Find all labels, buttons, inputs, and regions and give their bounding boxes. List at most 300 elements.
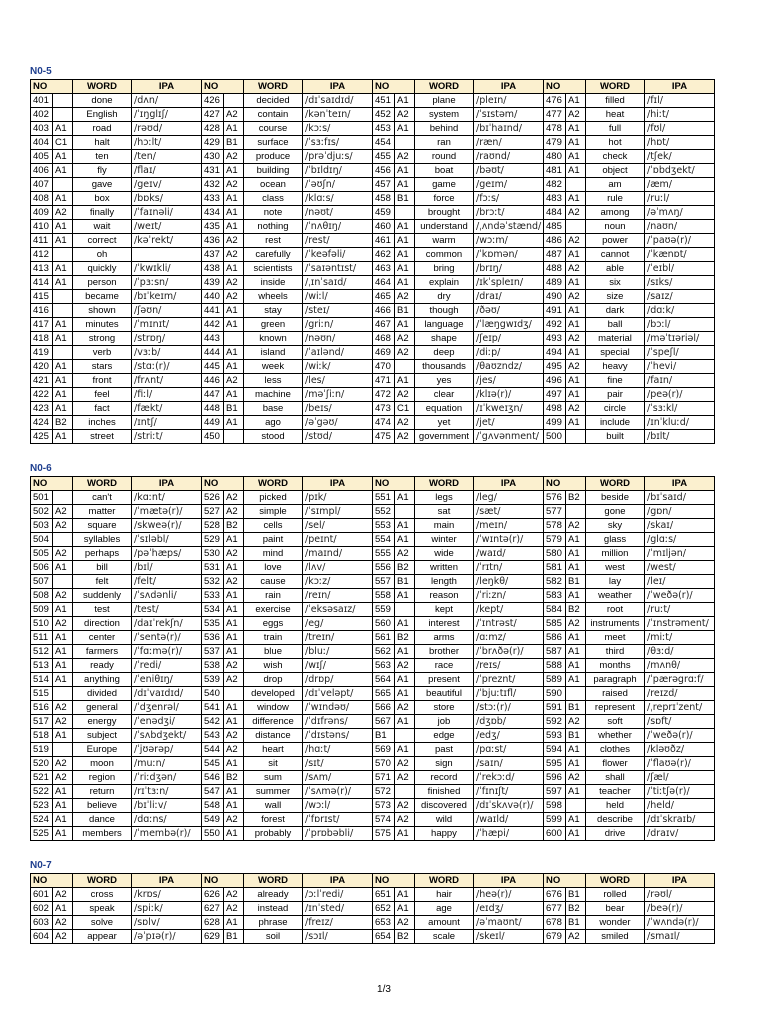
entry-number: 421 [31, 374, 53, 388]
header-word: WORD [244, 477, 303, 491]
entry-number: 522 [31, 785, 53, 799]
entry-number: 561 [373, 631, 395, 645]
table-row [31, 262, 715, 276]
entry-level: A1 [224, 192, 244, 206]
entry-ipa: /pɪk/ [303, 491, 373, 505]
entry-number: 494 [544, 346, 566, 360]
entry-ipa: /steɪ/ [303, 304, 373, 318]
entry-level: A1 [224, 206, 244, 220]
entry-number: 504 [31, 533, 53, 547]
entry-word: wish [244, 659, 303, 673]
entry-number: 510 [31, 617, 53, 631]
entry-level [53, 178, 73, 192]
entry-number: 588 [544, 659, 566, 673]
section-title: N0-7 [30, 860, 52, 871]
entry-word: full [586, 122, 645, 136]
entry-level: A2 [395, 290, 415, 304]
entry-number: 601 [31, 888, 53, 902]
entry-level: A2 [53, 547, 73, 561]
entry-ipa: /fiːl/ [132, 388, 202, 402]
entry-number: 593 [544, 729, 566, 743]
entry-level: A2 [53, 771, 73, 785]
table-row [31, 304, 715, 318]
entry-ipa: /nəʊn/ [303, 332, 373, 346]
entry-word: rolled [586, 888, 645, 902]
entry-word: clear [415, 388, 474, 402]
entry-word: wall [244, 799, 303, 813]
entry-number: 450 [202, 430, 224, 444]
entry-level: A2 [224, 108, 244, 122]
entry-number: 420 [31, 360, 53, 374]
entry-ipa: /kəˈrekt/ [132, 234, 202, 248]
entry-word: train [244, 631, 303, 645]
entry-ipa: /kləʊðz/ [645, 743, 715, 757]
entry-number: 447 [202, 388, 224, 402]
entry-ipa: /beə(r)/ [645, 902, 715, 916]
entry-word: correct [73, 234, 132, 248]
entry-word: million [586, 547, 645, 561]
entry-level [53, 304, 73, 318]
table-row [31, 771, 715, 785]
entry-word: stood [244, 430, 303, 444]
entry-ipa: /ˈɪnstrəment/ [645, 617, 715, 631]
entry-ipa: /felt/ [132, 575, 202, 589]
entry-ipa: /prəˈdjuːs/ [303, 150, 373, 164]
entry-ipa: /bɪˈliːv/ [132, 799, 202, 813]
entry-ipa: /ruːl/ [645, 192, 715, 206]
entry-word: explain [415, 276, 474, 290]
table-row [31, 813, 715, 827]
entry-word: produce [244, 150, 303, 164]
entry-number: 523 [31, 799, 53, 813]
entry-ipa: /ˈfaɪnəli/ [132, 206, 202, 220]
entry-level: A1 [53, 234, 73, 248]
entry-ipa: /tʃek/ [645, 150, 715, 164]
entry-number: 477 [544, 108, 566, 122]
table-row [31, 192, 715, 206]
entry-level: A2 [224, 813, 244, 827]
entry-level: A1 [395, 248, 415, 262]
header-no: NO [544, 477, 586, 491]
entry-number: 547 [202, 785, 224, 799]
entry-number: 480 [544, 150, 566, 164]
entry-word: interest [415, 617, 474, 631]
entry-word: main [415, 519, 474, 533]
entry-word: done [73, 94, 132, 108]
entry-number: 433 [202, 192, 224, 206]
entry-ipa: /jes/ [474, 374, 544, 388]
entry-level: A1 [566, 757, 586, 771]
entry-number: 456 [373, 164, 395, 178]
entry-ipa: /æm/ [645, 178, 715, 192]
entry-word: among [586, 206, 645, 220]
entry-ipa: /fɪl/ [645, 94, 715, 108]
entry-number: 512 [31, 645, 53, 659]
entry-ipa: /kɑːnt/ [132, 491, 202, 505]
entry-number: 540 [202, 687, 224, 701]
entry-word: matter [73, 505, 132, 519]
entry-word: ran [415, 136, 474, 150]
entry-number: 483 [544, 192, 566, 206]
entry-number: 448 [202, 402, 224, 416]
entry-number: 585 [544, 617, 566, 631]
entry-ipa: /θaʊzndz/ [474, 360, 544, 374]
entry-word: age [415, 902, 474, 916]
entry-ipa: /ˈeniθɪŋ/ [132, 673, 202, 687]
entry-number: 525 [31, 827, 53, 841]
entry-word: winter [415, 533, 474, 547]
header-ipa: IPA [474, 874, 544, 888]
table-row [31, 332, 715, 346]
page-number: 1/3 [377, 984, 391, 995]
entry-word: test [73, 603, 132, 617]
entry-number: 602 [31, 902, 53, 916]
entry-level: A1 [566, 346, 586, 360]
entry-word: shall [586, 771, 645, 785]
entry-level: A1 [224, 122, 244, 136]
entry-level: A1 [566, 388, 586, 402]
entry-ipa: /sɔɪl/ [303, 930, 373, 944]
entry-ipa: /skaɪ/ [645, 519, 715, 533]
entry-level: A1 [395, 673, 415, 687]
table-row [31, 729, 715, 743]
entry-ipa: /dʒɒb/ [474, 715, 544, 729]
entry-ipa: /ˈeɪbl/ [645, 262, 715, 276]
entry-ipa: /test/ [132, 603, 202, 617]
entry-number: 427 [202, 108, 224, 122]
header-ipa: IPA [645, 477, 715, 491]
entry-level: A2 [53, 916, 73, 930]
entry-number: 594 [544, 743, 566, 757]
header-row [31, 80, 715, 94]
entry-level: A1 [224, 262, 244, 276]
entry-level [224, 332, 244, 346]
entry-ipa: /bəʊt/ [474, 164, 544, 178]
entry-level: A2 [395, 416, 415, 430]
entry-level: B1 [224, 402, 244, 416]
entry-word: length [415, 575, 474, 589]
entry-ipa: /edʒ/ [474, 729, 544, 743]
table-row [31, 827, 715, 841]
entry-word: flower [586, 757, 645, 771]
header-no: NO [31, 874, 73, 888]
entry-level: A1 [395, 589, 415, 603]
entry-number: 453 [373, 122, 395, 136]
entry-number: 573 [373, 799, 395, 813]
entry-word: love [244, 561, 303, 575]
entry-number: 551 [373, 491, 395, 505]
entry-ipa: /ˈmembə(r)/ [132, 827, 202, 841]
entry-ipa: /ræn/ [474, 136, 544, 150]
entry-level: A2 [53, 701, 73, 715]
entry-level [53, 290, 73, 304]
entry-number: 545 [202, 757, 224, 771]
entry-level [53, 108, 73, 122]
table-row [31, 206, 715, 220]
entry-ipa: /skweə(r)/ [132, 519, 202, 533]
entry-number: 407 [31, 178, 53, 192]
entry-level: A2 [224, 374, 244, 388]
entry-level: A1 [395, 220, 415, 234]
entry-ipa: /ɪˈkweɪʒn/ [474, 402, 544, 416]
table-row [31, 108, 715, 122]
entry-level: A1 [224, 603, 244, 617]
entry-number: 441 [202, 304, 224, 318]
entry-ipa: /ɪntʃ/ [132, 416, 202, 430]
entry-number: 539 [202, 673, 224, 687]
entry-word: brought [415, 206, 474, 220]
entry-word: brother [415, 645, 474, 659]
table-row [31, 430, 715, 444]
entry-level: A1 [53, 360, 73, 374]
entry-word: raised [586, 687, 645, 701]
entry-ipa: /vɜːb/ [132, 346, 202, 360]
entry-level: A1 [395, 617, 415, 631]
entry-word: object [586, 164, 645, 178]
entry-ipa: /treɪn/ [303, 631, 373, 645]
entry-word: pair [586, 388, 645, 402]
entry-word: class [244, 192, 303, 206]
entry-number: 408 [31, 192, 53, 206]
entry-number: 653 [373, 916, 395, 930]
entry-word: equation [415, 402, 474, 416]
entry-level: B1 [566, 916, 586, 930]
header-word: WORD [415, 80, 474, 94]
entry-level: A2 [53, 757, 73, 771]
entry-number: 555 [373, 547, 395, 561]
entry-level: A2 [53, 715, 73, 729]
entry-ipa: /ˈlæŋgwɪdʒ/ [474, 318, 544, 332]
entry-ipa: /dɪˈskraɪb/ [645, 813, 715, 827]
table-row [31, 94, 715, 108]
entry-word: held [586, 799, 645, 813]
entry-number: 466 [373, 304, 395, 318]
entry-number: 500 [544, 430, 566, 444]
entry-ipa: /pɑːst/ [474, 743, 544, 757]
entry-level: A1 [53, 561, 73, 575]
entry-ipa: /bɪˈkeɪm/ [132, 290, 202, 304]
entry-word: bear [586, 902, 645, 916]
entry-word: sit [244, 757, 303, 771]
entry-word: energy [73, 715, 132, 729]
table-row [31, 150, 715, 164]
entry-ipa: /hiːt/ [645, 108, 715, 122]
entry-ipa: /daɪˈrekʃn/ [132, 617, 202, 631]
entry-number: 463 [373, 262, 395, 276]
entry-ipa: /wɪʃ/ [303, 659, 373, 673]
entry-level: A2 [395, 813, 415, 827]
header-ipa: IPA [303, 874, 373, 888]
entry-ipa: /ðəʊ/ [474, 304, 544, 318]
entry-level [53, 491, 73, 505]
entry-word: verb [73, 346, 132, 360]
entry-word: island [244, 346, 303, 360]
entry-ipa: /skeɪl/ [474, 930, 544, 944]
entry-number: 489 [544, 276, 566, 290]
header-no: NO [202, 874, 244, 888]
entry-ipa: /dɪˈvaɪdɪd/ [132, 687, 202, 701]
entry-number: 476 [544, 94, 566, 108]
entry-number: 550 [202, 827, 224, 841]
entry-number: 449 [202, 416, 224, 430]
entry-ipa: /ˈɪntrəst/ [474, 617, 544, 631]
entry-word: discovered [415, 799, 474, 813]
entry-number: 473 [373, 402, 395, 416]
entry-word: distance [244, 729, 303, 743]
entry-word: filled [586, 94, 645, 108]
entry-number: 455 [373, 150, 395, 164]
entry-ipa: /ˈpreznt/ [474, 673, 544, 687]
entry-ipa: /fʊl/ [645, 122, 715, 136]
header-ipa: IPA [132, 80, 202, 94]
entry-word: sign [415, 757, 474, 771]
entry-level: A1 [566, 743, 586, 757]
entry-word: feel [73, 388, 132, 402]
entry-number: 678 [544, 916, 566, 930]
entry-level: A1 [224, 388, 244, 402]
entry-number: 403 [31, 122, 53, 136]
entry-ipa: /ˌreprɪˈzent/ [645, 701, 715, 715]
entry-ipa: /wiːk/ [303, 360, 373, 374]
entry-ipa: /klɑːs/ [303, 192, 373, 206]
entry-word: moon [73, 757, 132, 771]
entry-level: A1 [224, 589, 244, 603]
entry-level: B1 [395, 192, 415, 206]
table-row [31, 888, 715, 902]
entry-number: 434 [202, 206, 224, 220]
entry-word: street [73, 430, 132, 444]
entry-level: A1 [566, 561, 586, 575]
entry-ipa: /leɪ/ [645, 575, 715, 589]
entry-word: syllables [73, 533, 132, 547]
entry-word: wheels [244, 290, 303, 304]
entry-number: 469 [373, 346, 395, 360]
entry-number: 579 [544, 533, 566, 547]
entry-level: A2 [395, 799, 415, 813]
entry-level: A2 [224, 743, 244, 757]
entry-number: 603 [31, 916, 53, 930]
entry-word: scientists [244, 262, 303, 276]
entry-level: B1 [224, 930, 244, 944]
entry-ipa: /ten/ [132, 150, 202, 164]
entry-ipa: /ˈsɪləbl/ [132, 533, 202, 547]
entry-level: B2 [224, 771, 244, 785]
entry-level: A1 [395, 318, 415, 332]
entry-number: 520 [31, 757, 53, 771]
entry-level: A2 [224, 150, 244, 164]
entry-number: 470 [373, 360, 395, 374]
entry-word: developed [244, 687, 303, 701]
entry-level: B2 [566, 603, 586, 617]
entry-word: eggs [244, 617, 303, 631]
entry-number: 554 [373, 533, 395, 547]
entry-number: 627 [202, 902, 224, 916]
entry-word: government [415, 430, 474, 444]
entry-ipa: /rəʊl/ [645, 888, 715, 902]
header-no: NO [31, 477, 73, 491]
entry-ipa: /ˈkeəfəli/ [303, 248, 373, 262]
entry-number: 444 [202, 346, 224, 360]
entry-level: A2 [395, 108, 415, 122]
entry-word: note [244, 206, 303, 220]
entry-level: A1 [566, 589, 586, 603]
entry-ipa: /ˈriːdʒən/ [132, 771, 202, 785]
entry-word: cause [244, 575, 303, 589]
entry-ipa: /ˈflaʊə(r)/ [645, 757, 715, 771]
entry-level [566, 505, 586, 519]
table-row [31, 491, 715, 505]
entry-ipa: /pəˈhæps/ [132, 547, 202, 561]
entry-level [395, 136, 415, 150]
entry-ipa: /pleɪn/ [474, 94, 544, 108]
entry-number: 599 [544, 813, 566, 827]
entry-ipa: /stɑː(r)/ [132, 360, 202, 374]
entry-level: A1 [395, 262, 415, 276]
entry-number: 574 [373, 813, 395, 827]
header-no: NO [202, 477, 244, 491]
entry-number: 553 [373, 519, 395, 533]
entry-ipa [132, 248, 202, 262]
entry-word: box [73, 192, 132, 206]
entry-level: C1 [53, 136, 73, 150]
entry-level: A1 [53, 785, 73, 799]
entry-ipa: /sɒlv/ [132, 916, 202, 930]
entry-level: B1 [395, 575, 415, 589]
entry-number: 482 [544, 178, 566, 192]
entry-word: rain [244, 589, 303, 603]
entry-level: A1 [566, 813, 586, 827]
entry-word: ocean [244, 178, 303, 192]
entry-ipa: /hɔːlt/ [132, 136, 202, 150]
entry-number: 499 [544, 416, 566, 430]
entry-number: 424 [31, 416, 53, 430]
entry-level: A1 [395, 827, 415, 841]
entry-word: game [415, 178, 474, 192]
table-row [31, 631, 715, 645]
entry-level: A2 [224, 178, 244, 192]
entry-number: 549 [202, 813, 224, 827]
entry-level [395, 603, 415, 617]
entry-word: decided [244, 94, 303, 108]
entry-number: 452 [373, 108, 395, 122]
entry-ipa: /sæt/ [474, 505, 544, 519]
header-no: NO [202, 80, 244, 94]
entry-word: describe [586, 813, 645, 827]
entry-level: A1 [395, 743, 415, 757]
entry-level: A2 [395, 757, 415, 771]
entry-number: 507 [31, 575, 53, 589]
entry-number: 598 [544, 799, 566, 813]
table-row [31, 743, 715, 757]
table-row [31, 164, 715, 178]
entry-level: A2 [395, 346, 415, 360]
table-row [31, 799, 715, 813]
section-title: N0-5 [30, 66, 52, 77]
entry-word: window [244, 701, 303, 715]
entry-ipa: /dɪˈveləpt/ [303, 687, 373, 701]
entry-ipa: /wiːl/ [303, 290, 373, 304]
entry-level: B1 [224, 136, 244, 150]
entry-word: west [586, 561, 645, 575]
entry-word: am [586, 178, 645, 192]
entry-word: common [415, 248, 474, 262]
entry-number: 413 [31, 262, 53, 276]
entry-ipa: /fɔːs/ [474, 192, 544, 206]
entry-ipa: /ɪnˈsted/ [303, 902, 373, 916]
entry-number: 405 [31, 150, 53, 164]
entry-ipa: /ˈsɜːkl/ [645, 402, 715, 416]
entry-level: A1 [53, 192, 73, 206]
